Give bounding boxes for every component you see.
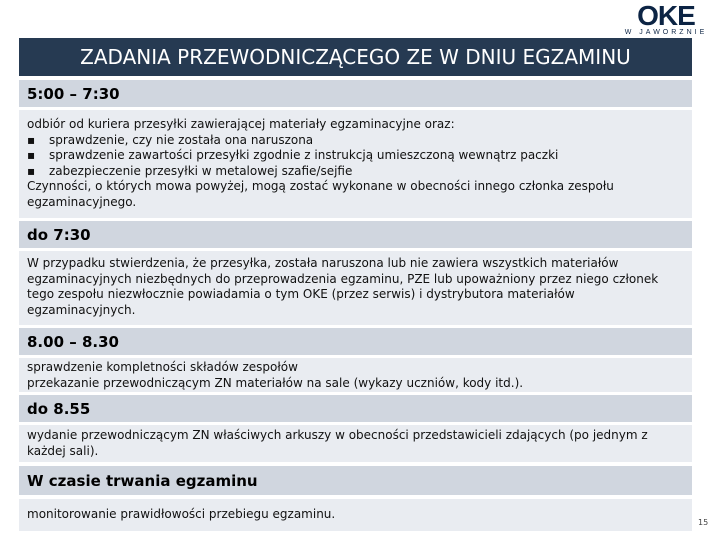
bullet-icon: ▪ [27, 163, 36, 178]
bullet-text: sprawdzenie, czy nie została ona naruszona [49, 132, 314, 147]
section-header-1 [19, 80, 692, 107]
section-5-text: monitorowanie prawidłowości przebiegu egzaminu. [27, 507, 336, 521]
oke-logo [620, 0, 712, 38]
section-3-line: sprawdzenie kompletności składów zespołów [27, 360, 298, 374]
bullet-item [27, 148, 684, 164]
section-header-4-label: do 8.55 [27, 399, 91, 418]
section-2-text: W przypadku stwierdzenia, że przesyłka, została naruszona lub nie zawiera wszystkich materiałów egzaminacyjnych niezbędnych do przeprowadzenia egzaminu, PZE lub upoważniony przez niego członek tego zespołu niezwłocznie powiadamia o tym OKE (przez serwis) i dystrybutora materiałów egzaminacyjnych. [27, 256, 659, 317]
logo-subtitle: W JAWORZNIE [624, 29, 708, 36]
bullet-icon: ▪ [27, 148, 36, 162]
section-header-2 [19, 221, 692, 248]
logo-main-text: OKE [637, 0, 695, 31]
slide-title: ZADANIA PRZEWODNICZĄCEGO ZE W DNIU EGZAMINU [19, 38, 692, 76]
bullet-item [27, 133, 684, 149]
section-header-3 [19, 328, 692, 355]
bullet-item [27, 164, 684, 180]
section-body-5 [19, 499, 692, 531]
section-body-4 [19, 425, 692, 462]
bullet-text: zabezpieczenie przesyłki w metalowej szafie/sejfie [49, 163, 353, 178]
bullet-text: sprawdzenie zawartości przesyłki zgodnie z instrukcją umieszczoną wewnątrz paczki [49, 148, 559, 162]
section-header-3-label: 8.00 – 8.30 [27, 332, 119, 351]
section-3-line: przekazanie przewodniczącym ZN materiałów na sale (wykazy uczniów, kody itd.). [27, 375, 524, 390]
section-body-2 [19, 251, 692, 325]
bullet-icon: ▪ [27, 132, 36, 147]
section-1-intro: odbiór od kuriera przesyłki zawierającej materiały egzaminacyjne oraz: [27, 117, 455, 131]
section-body-1 [19, 110, 692, 218]
section-header-4 [19, 395, 692, 422]
section-1-outro: Czynności, o których mowa powyżej, mogą zostać wykonane w obecności innego członka zespołu egzaminacyjnego. [27, 179, 614, 209]
section-header-1-label: 5:00 – 7:30 [27, 84, 120, 103]
section-header-5 [19, 466, 692, 495]
section-4-text: wydanie przewodniczącym ZN właściwych arkuszy w obecności przedstawicieli zdających (po jednym z każdej sali). [27, 428, 648, 458]
section-header-2-label: do 7:30 [27, 225, 91, 244]
section-body-3 [19, 358, 692, 392]
page-number: 15 [698, 518, 709, 527]
section-header-5-label: W czasie trwania egzaminu [27, 471, 258, 490]
